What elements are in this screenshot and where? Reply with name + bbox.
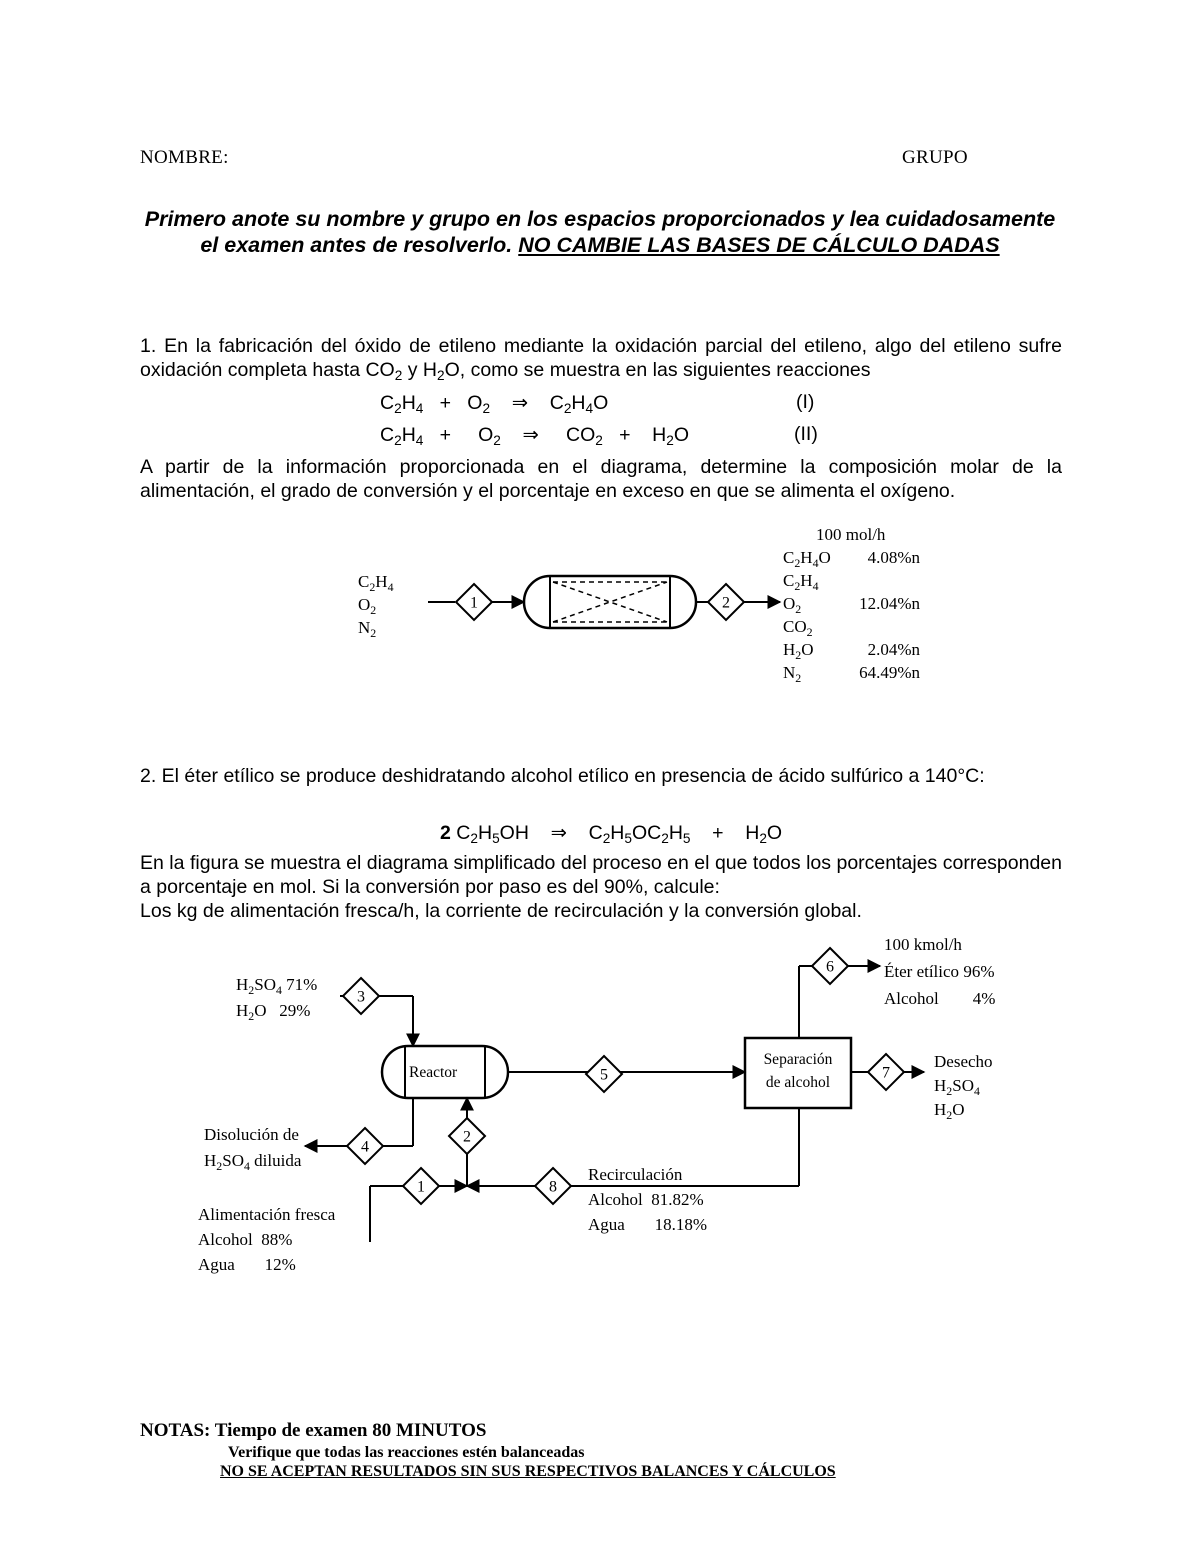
stream3-label: $H_2SO_4$ 71% $H_2O$ 29% — [236, 975, 318, 1023]
instructions-underlined: NO CAMBIE LAS BASES DE CÁLCULO DADAS — [518, 233, 1000, 257]
problem1-question: A partir de la información proporcionada en el diagrama, determine la composición molar de la alimentación, el grado de conversión y el porcentaje en exceso en que se alimenta el oxígeno. — [140, 456, 1062, 502]
outlet-flow: 100 mol/h — [816, 525, 886, 544]
product-label: 100 kmol/h Éter etílico 96% Alcohol 4% — [884, 935, 996, 1008]
stream-number-2: 2 — [463, 1128, 471, 1146]
stream-number-4: 4 — [361, 1138, 369, 1156]
stream-number-1: 1 — [417, 1178, 425, 1196]
reactor1-bed — [553, 582, 667, 622]
problem2-intro: 2. El éter etílico se produce deshidratando alcohol etílico en presencia de ácido sulfúrico a 140°C: — [140, 765, 985, 787]
stream-number-3: 3 — [357, 988, 365, 1006]
reaction1-id: (I) — [796, 391, 815, 413]
fresh-feed-label: Alimentación fresca Alcohol 88% Agua 12% — [198, 1205, 336, 1274]
reaction2-id: (II) — [794, 423, 818, 445]
waste-label: Desecho $H_2SO_4$ $H_2O$ — [934, 1052, 993, 1122]
reaction2: $C_2H_4$ + $O_2$ ⇒ $CO_2$ + $H_2O$ — [380, 424, 689, 448]
n2-value: 64.49%n — [859, 663, 920, 682]
reactor-label: Reactor — [409, 1064, 458, 1081]
stream-number-5: 5 — [600, 1066, 608, 1084]
stream-number-6: 6 — [826, 958, 834, 976]
stream1-number: 1 — [470, 594, 478, 612]
stream-number-7: 7 — [882, 1064, 890, 1082]
o2-value: 12.04%n — [859, 594, 920, 613]
nombre-label: NOMBRE: — [140, 147, 229, 168]
problem2-question-a: En la figura se muestra el diagrama simplificado del proceso en el que todos los porcentajes corresponden a porcentaje en mol. Si la conversión por paso es del 90%, calcule: — [140, 852, 1062, 898]
diagram2 — [305, 948, 924, 1242]
stream-number-8: 8 — [549, 1178, 557, 1196]
h2o-value: 2.04%n — [867, 640, 920, 659]
outlet-components: $C_2H_4O$ $C_2H_4$ $O_2$ $CO_2$ $H_2O$ $N_2$ — [783, 548, 831, 685]
notes-line2: NO SE ACEPTAN RESULTADOS SIN SUS RESPECTIVOS BALANCES Y CÁLCULOS — [220, 1463, 836, 1480]
notes-line1: Verifique que todas las reacciones estén balanceadas — [228, 1444, 585, 1461]
separator-label-1: Separación — [763, 1051, 833, 1068]
stream4-label: Disolución de $H_2SO_4$ diluida — [204, 1125, 302, 1173]
separator-label-2: de alcohol — [765, 1074, 831, 1091]
feed-components: $C_2H_4$ $O_2$ $N_2$ — [358, 572, 394, 640]
grupo-label: GRUPO — [902, 147, 968, 168]
problem1-intro: 1. En la fabricación del óxido de etileno mediante la oxidación parcial del etileno, algo del etileno sufre oxidación completa hasta $CO_2$ y $H_2O$, como se muestra en las siguientes reacciones — [140, 335, 1062, 383]
problem2-question-b: Los kg de alimentación fresca/h, la corriente de recirculación y la conversión global. — [140, 900, 862, 922]
reaction1: $C_2H_4 + O_2$ ⇒ $C_2H_4O$ — [380, 392, 609, 416]
recycle-label: Recirculación Alcohol 81.82% Agua 18.18% — [588, 1165, 707, 1234]
instructions-text: Primero anote su nombre y grupo en los espacios proporcionados y lea cuidadosamente el examen antes de resolverlo. — [144, 207, 1056, 257]
reaction3: 2 $C_2H_5OH$ ⇒ $C_2H_5OC_2H_5$ + $H_2O$ — [440, 822, 783, 846]
stream2-number: 2 — [722, 594, 730, 612]
c2h4o-value: 4.08%n — [867, 548, 920, 567]
separator-box — [745, 1038, 851, 1108]
notes-title: NOTAS: Tiempo de examen 80 MINUTOS — [140, 1420, 487, 1441]
